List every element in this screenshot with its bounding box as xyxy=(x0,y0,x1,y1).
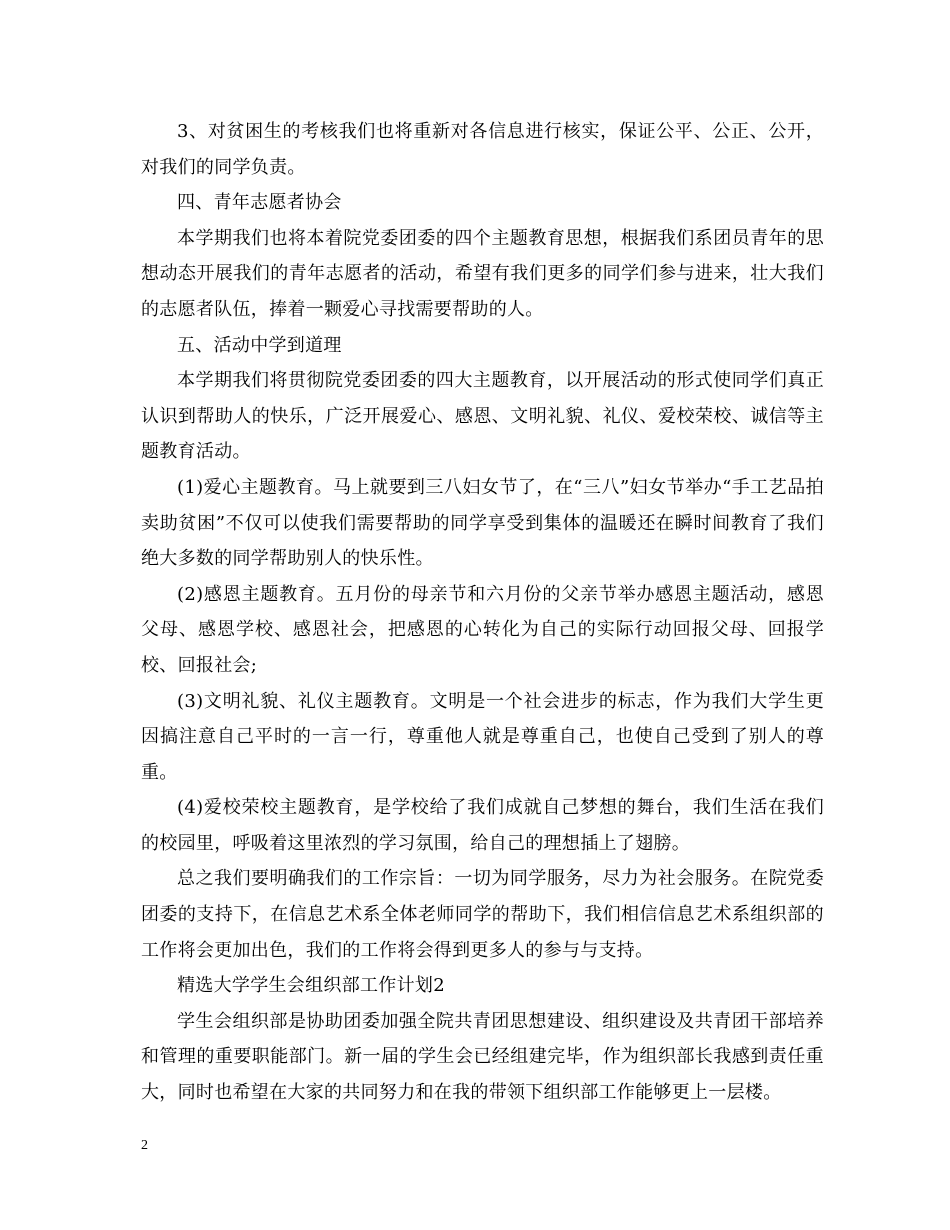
paragraph-love-theme: (1)爱心主题教育。马上就要到三八妇女节了，在“三八”妇女节举办“手工艺品拍卖助贫困”不仅可以使我们需要帮助的同学享受到集体的温暖还在瞬时间教育了我们绝大多数的同学帮助别人的快乐性。 xyxy=(141,476,824,570)
section-heading-work-plan-2: 精选大学学生会组织部工作计划2 xyxy=(177,975,445,997)
section-heading-volunteer-association: 四、青年志愿者协会 xyxy=(177,192,342,214)
paragraph-volunteer-activities: 本学期我们也将本着院党委团委的四个主题教育思想，根据我们系团员青年的思想动态开展我们的青年志愿者的活动，希望有我们更多的同学们参与进来，壮大我们的志愿者队伍，捧着一颗爱心寻找需要帮助的人。 xyxy=(141,227,824,320)
page-number: 2 xyxy=(141,1138,148,1153)
paragraph-organization-department: 学生会组织部是协助团委加强全院共青团思想建设、组织建设及共青团干部培养和管理的重要职能部门。新一届的学生会已经组建完毕，作为组织部长我感到责任重大，同时也希望在大家的共同努力和在我的带领下组织部工作能够更上一层楼。 xyxy=(141,1010,824,1104)
paragraph-gratitude-theme: (2)感恩主题教育。五月份的母亲节和六月份的父亲节举办感恩主题活动，感恩父母、感恩学校、感恩社会，把感恩的心转化为自己的实际行动回报父母、回报学校、回报社会; xyxy=(141,583,824,676)
paragraph-school-pride-theme: (4)爱校荣校主题教育，是学校给了我们成就自己梦想的舞台，我们生活在我们的校园里，呼吸着这里浓烈的学习氛围，给自己的理想插上了翅膀。 xyxy=(141,797,824,854)
paragraph-civility-theme: (3)文明礼貌、礼仪主题教育。文明是一个社会进步的标志，作为我们大学生更因搞注意自己平时的一言一行，尊重他人就是尊重自己，也使自己受到了别人的尊重。 xyxy=(141,690,824,783)
document-body xyxy=(141,114,824,1111)
paragraph-theme-education: 本学期我们将贯彻院党委团委的四大主题教育，以开展活动的形式使同学们真正认识到帮助人的快乐，广泛开展爱心、感恩、文明礼貌、礼仪、爱校荣校、诚信等主题教育活动。 xyxy=(141,370,824,463)
paragraph-conclusion: 总之我们要明确我们的工作宗旨：一切为同学服务，尽力为社会服务。在院党委团委的支持下，在信息艺术系全体老师同学的帮助下，我们相信信息艺术系组织部的工作将会更加出色，我们的工作将会得到更多人的参与与支持。 xyxy=(141,868,824,961)
section-heading-learning-through-activities: 五、活动中学到道理 xyxy=(177,334,342,356)
paragraph-poor-student-review: 3、对贫困生的考核我们也将重新对各信息进行核实，保证公平、公正、公开，对我们的同学负责。 xyxy=(141,121,824,178)
